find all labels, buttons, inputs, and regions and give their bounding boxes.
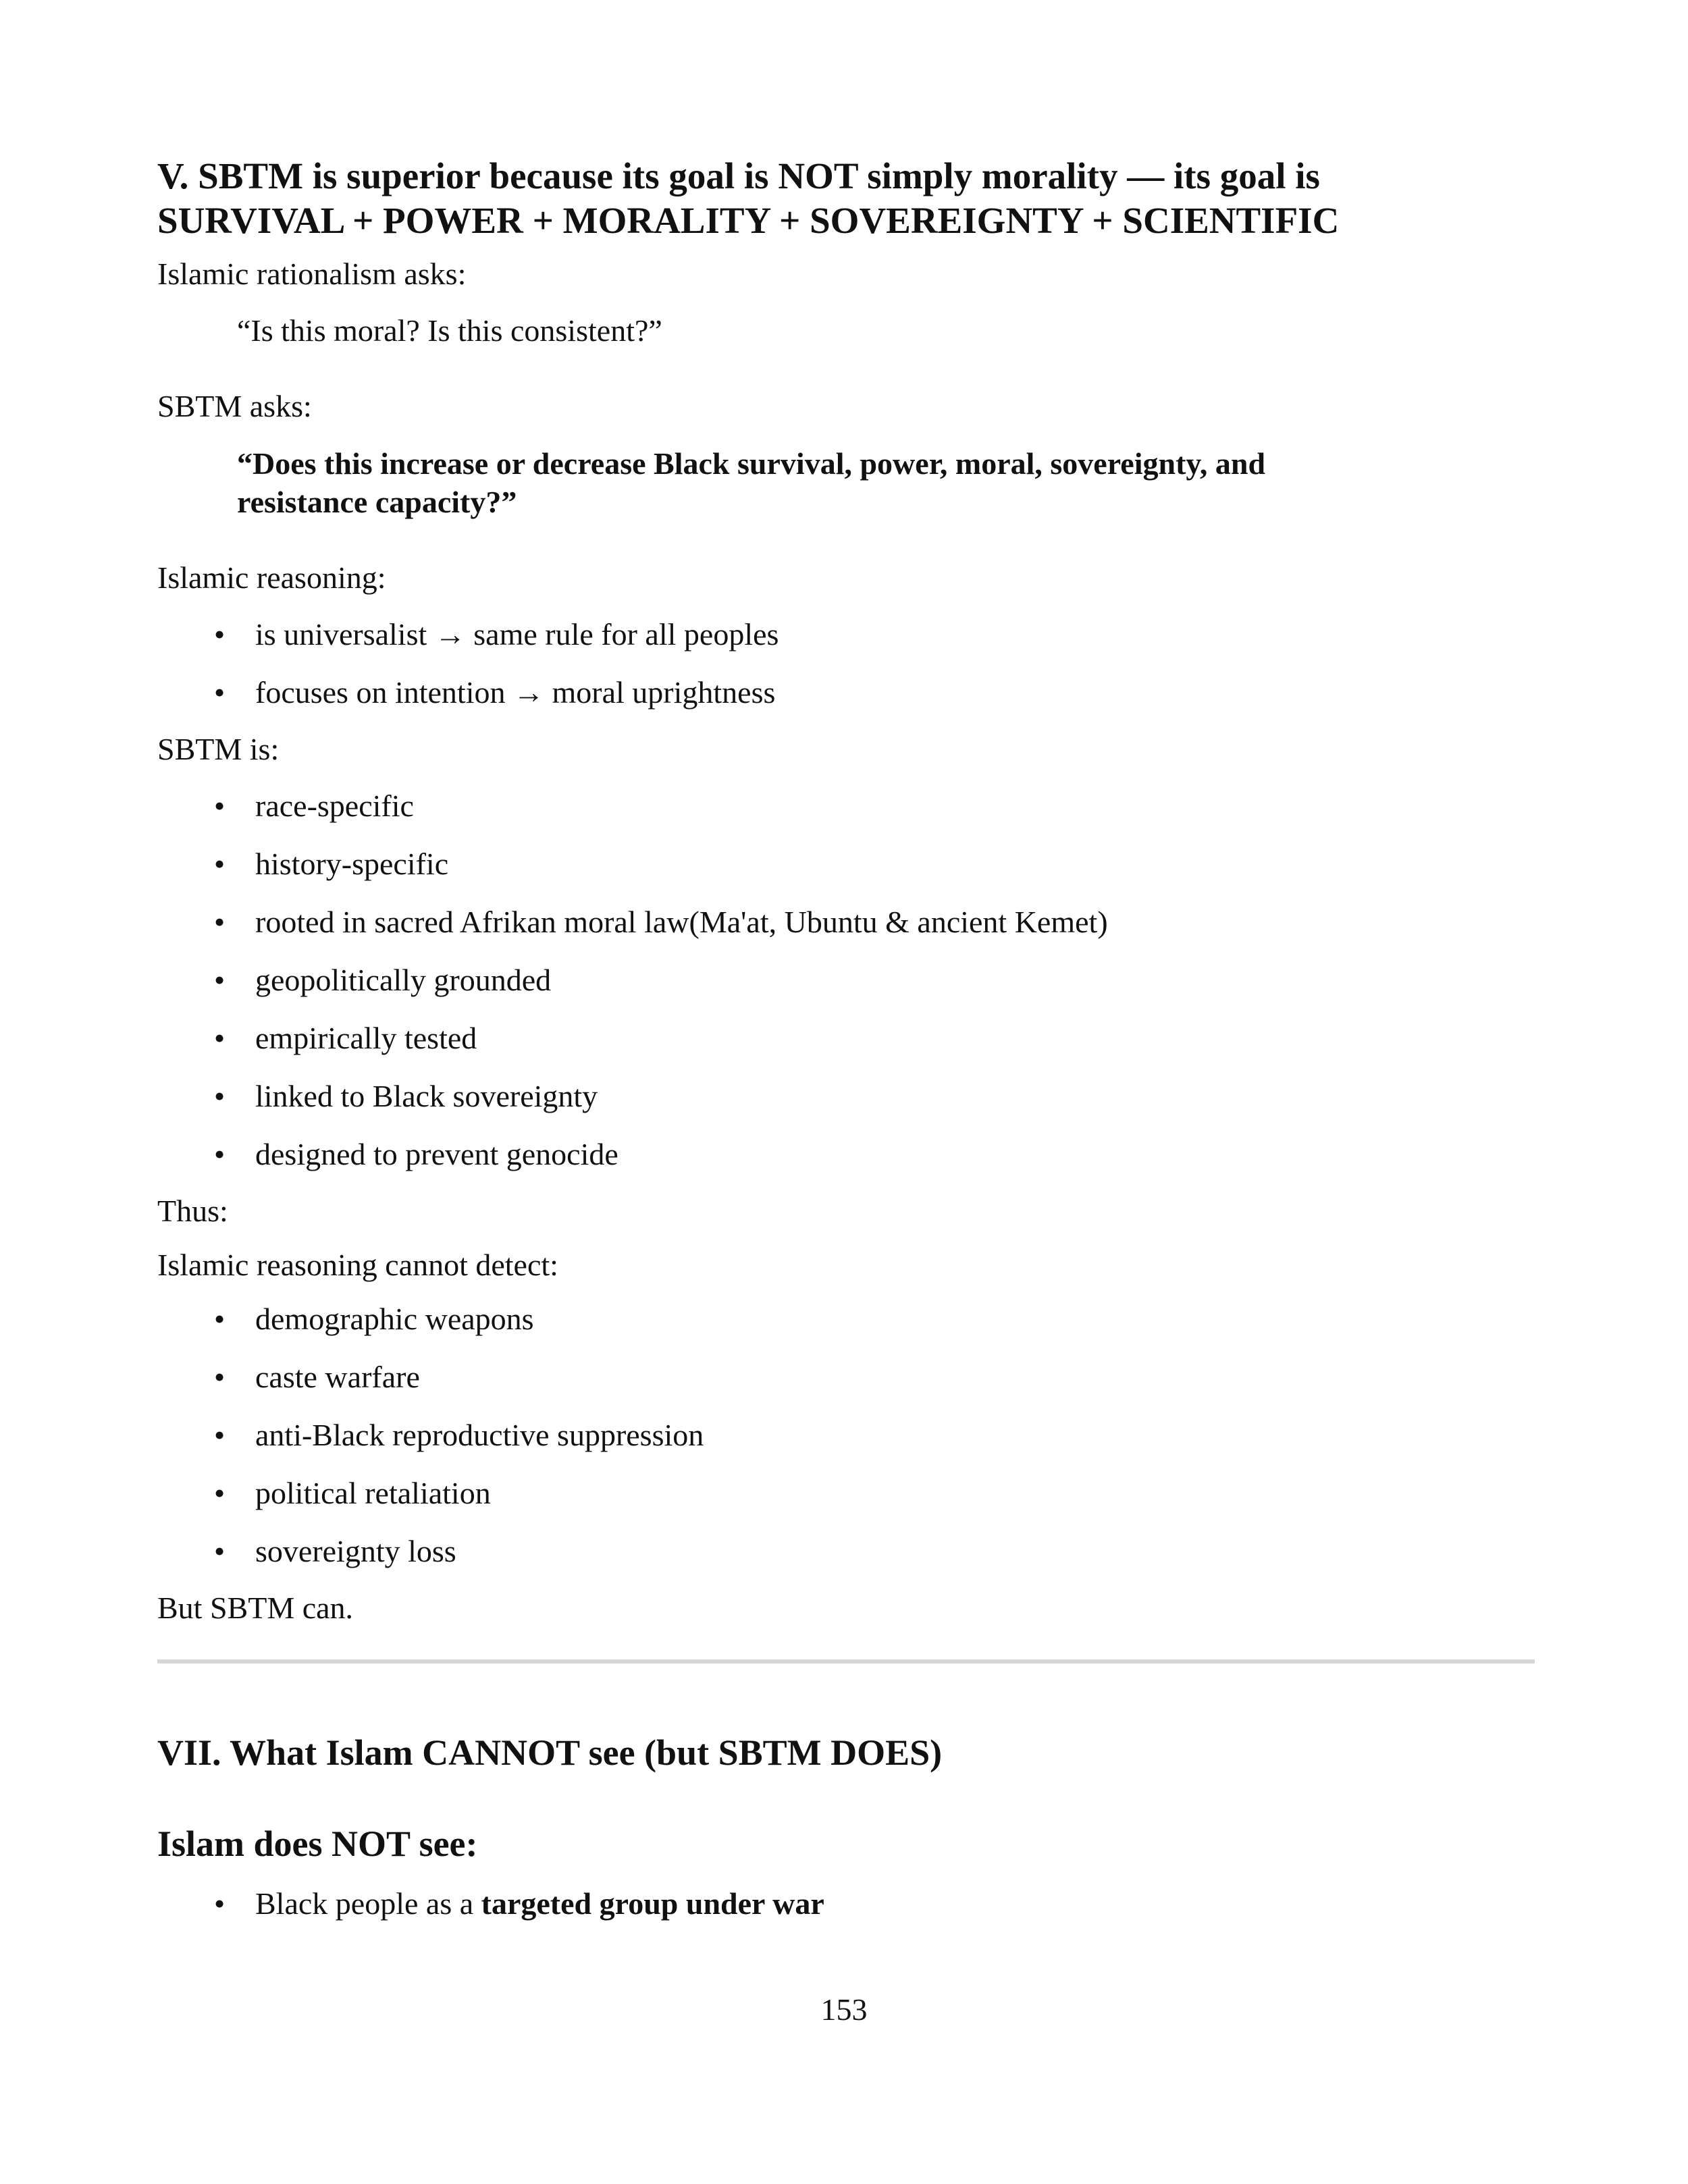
sbtm-traits-list (157, 787, 1535, 1173)
cannot-detect-list (157, 1300, 1535, 1570)
section-divider (157, 1659, 1535, 1663)
sbtm-quote-line1: “Does this increase or decrease Black survival, power, moral, sovereignty, and (237, 446, 1266, 481)
bullet-icon: • (214, 905, 226, 939)
list-item: • Black people as a targeted group under war (157, 1885, 1535, 1923)
list-item: • geopolitically grounded (157, 961, 1535, 999)
emphasis-text: targeted group under war (481, 1886, 824, 1921)
page-content (157, 154, 1535, 1923)
list-item: • demographic weapons (157, 1300, 1535, 1338)
islam-blindspots-list (157, 1885, 1535, 1923)
bullet-icon: • (214, 675, 226, 710)
list-item: • anti-Black reproductive suppression (157, 1416, 1535, 1454)
sbtm-is-label: SBTM is: (157, 732, 280, 766)
list-item: • is universalist → same rule for all peoples (157, 616, 1535, 654)
but-sbtm-can-text: But SBTM can. (157, 1591, 354, 1625)
section-7-subheading: Islam does NOT see: (157, 1823, 478, 1864)
bullet-icon: • (214, 963, 226, 997)
list-item: • empirically tested (157, 1019, 1535, 1057)
cannot-detect-label: Islamic reasoning cannot detect: (157, 1248, 558, 1282)
bullet-icon: • (214, 789, 226, 823)
list-item: • race-specific (157, 787, 1535, 825)
bullet-icon: • (214, 1418, 226, 1452)
islamic-reasoning-label: Islamic reasoning: (157, 560, 386, 595)
islamic-question-quote: “Is this moral? Is this consistent?” (237, 313, 662, 348)
bullet-icon: • (214, 1137, 226, 1171)
list-item: • history-specific (157, 845, 1535, 883)
bullet-icon: • (214, 1302, 226, 1336)
sbtm-question-quote (157, 444, 1535, 521)
bullet-icon: • (214, 617, 226, 651)
bullet-icon: • (214, 1886, 226, 1921)
list-item: • designed to prevent genocide (157, 1136, 1535, 1173)
section-5-heading-line1: V. SBTM is superior because its goal is NOT simply morality — its goal is (157, 155, 1320, 196)
section-5-heading (157, 154, 1535, 243)
section-7-heading: VII. What Islam CANNOT see (but SBTM DOES) (157, 1732, 943, 1773)
list-item: • focuses on intention → moral uprightness (157, 674, 1535, 712)
list-item: • political retaliation (157, 1474, 1535, 1512)
list-item: • sovereignty loss (157, 1533, 1535, 1570)
bullet-icon: • (214, 847, 226, 881)
sbtm-asks-label: SBTM asks: (157, 389, 312, 423)
bullet-icon: • (214, 1021, 226, 1055)
bullet-icon: • (214, 1360, 226, 1394)
sbtm-quote-line2: resistance capacity?” (237, 485, 517, 519)
bullet-icon: • (214, 1476, 226, 1510)
section-5-heading-line2: SURVIVAL + POWER + MORALITY + SOVEREIGNTY + SCIENTIFIC (157, 200, 1340, 241)
islamic-asks-label: Islamic rationalism asks: (157, 257, 467, 291)
list-item: • caste warfare (157, 1358, 1535, 1396)
thus-label: Thus: (157, 1194, 228, 1228)
bullet-icon: • (214, 1534, 226, 1568)
list-item: • linked to Black sovereignty (157, 1077, 1535, 1115)
list-item: • rooted in sacred Afrikan moral law(Ma'at, Ubuntu & ancient Kemet) (157, 903, 1535, 941)
page-number: 153 (820, 1992, 868, 2027)
islamic-reasoning-list (157, 616, 1535, 712)
bullet-icon: • (214, 1079, 226, 1113)
